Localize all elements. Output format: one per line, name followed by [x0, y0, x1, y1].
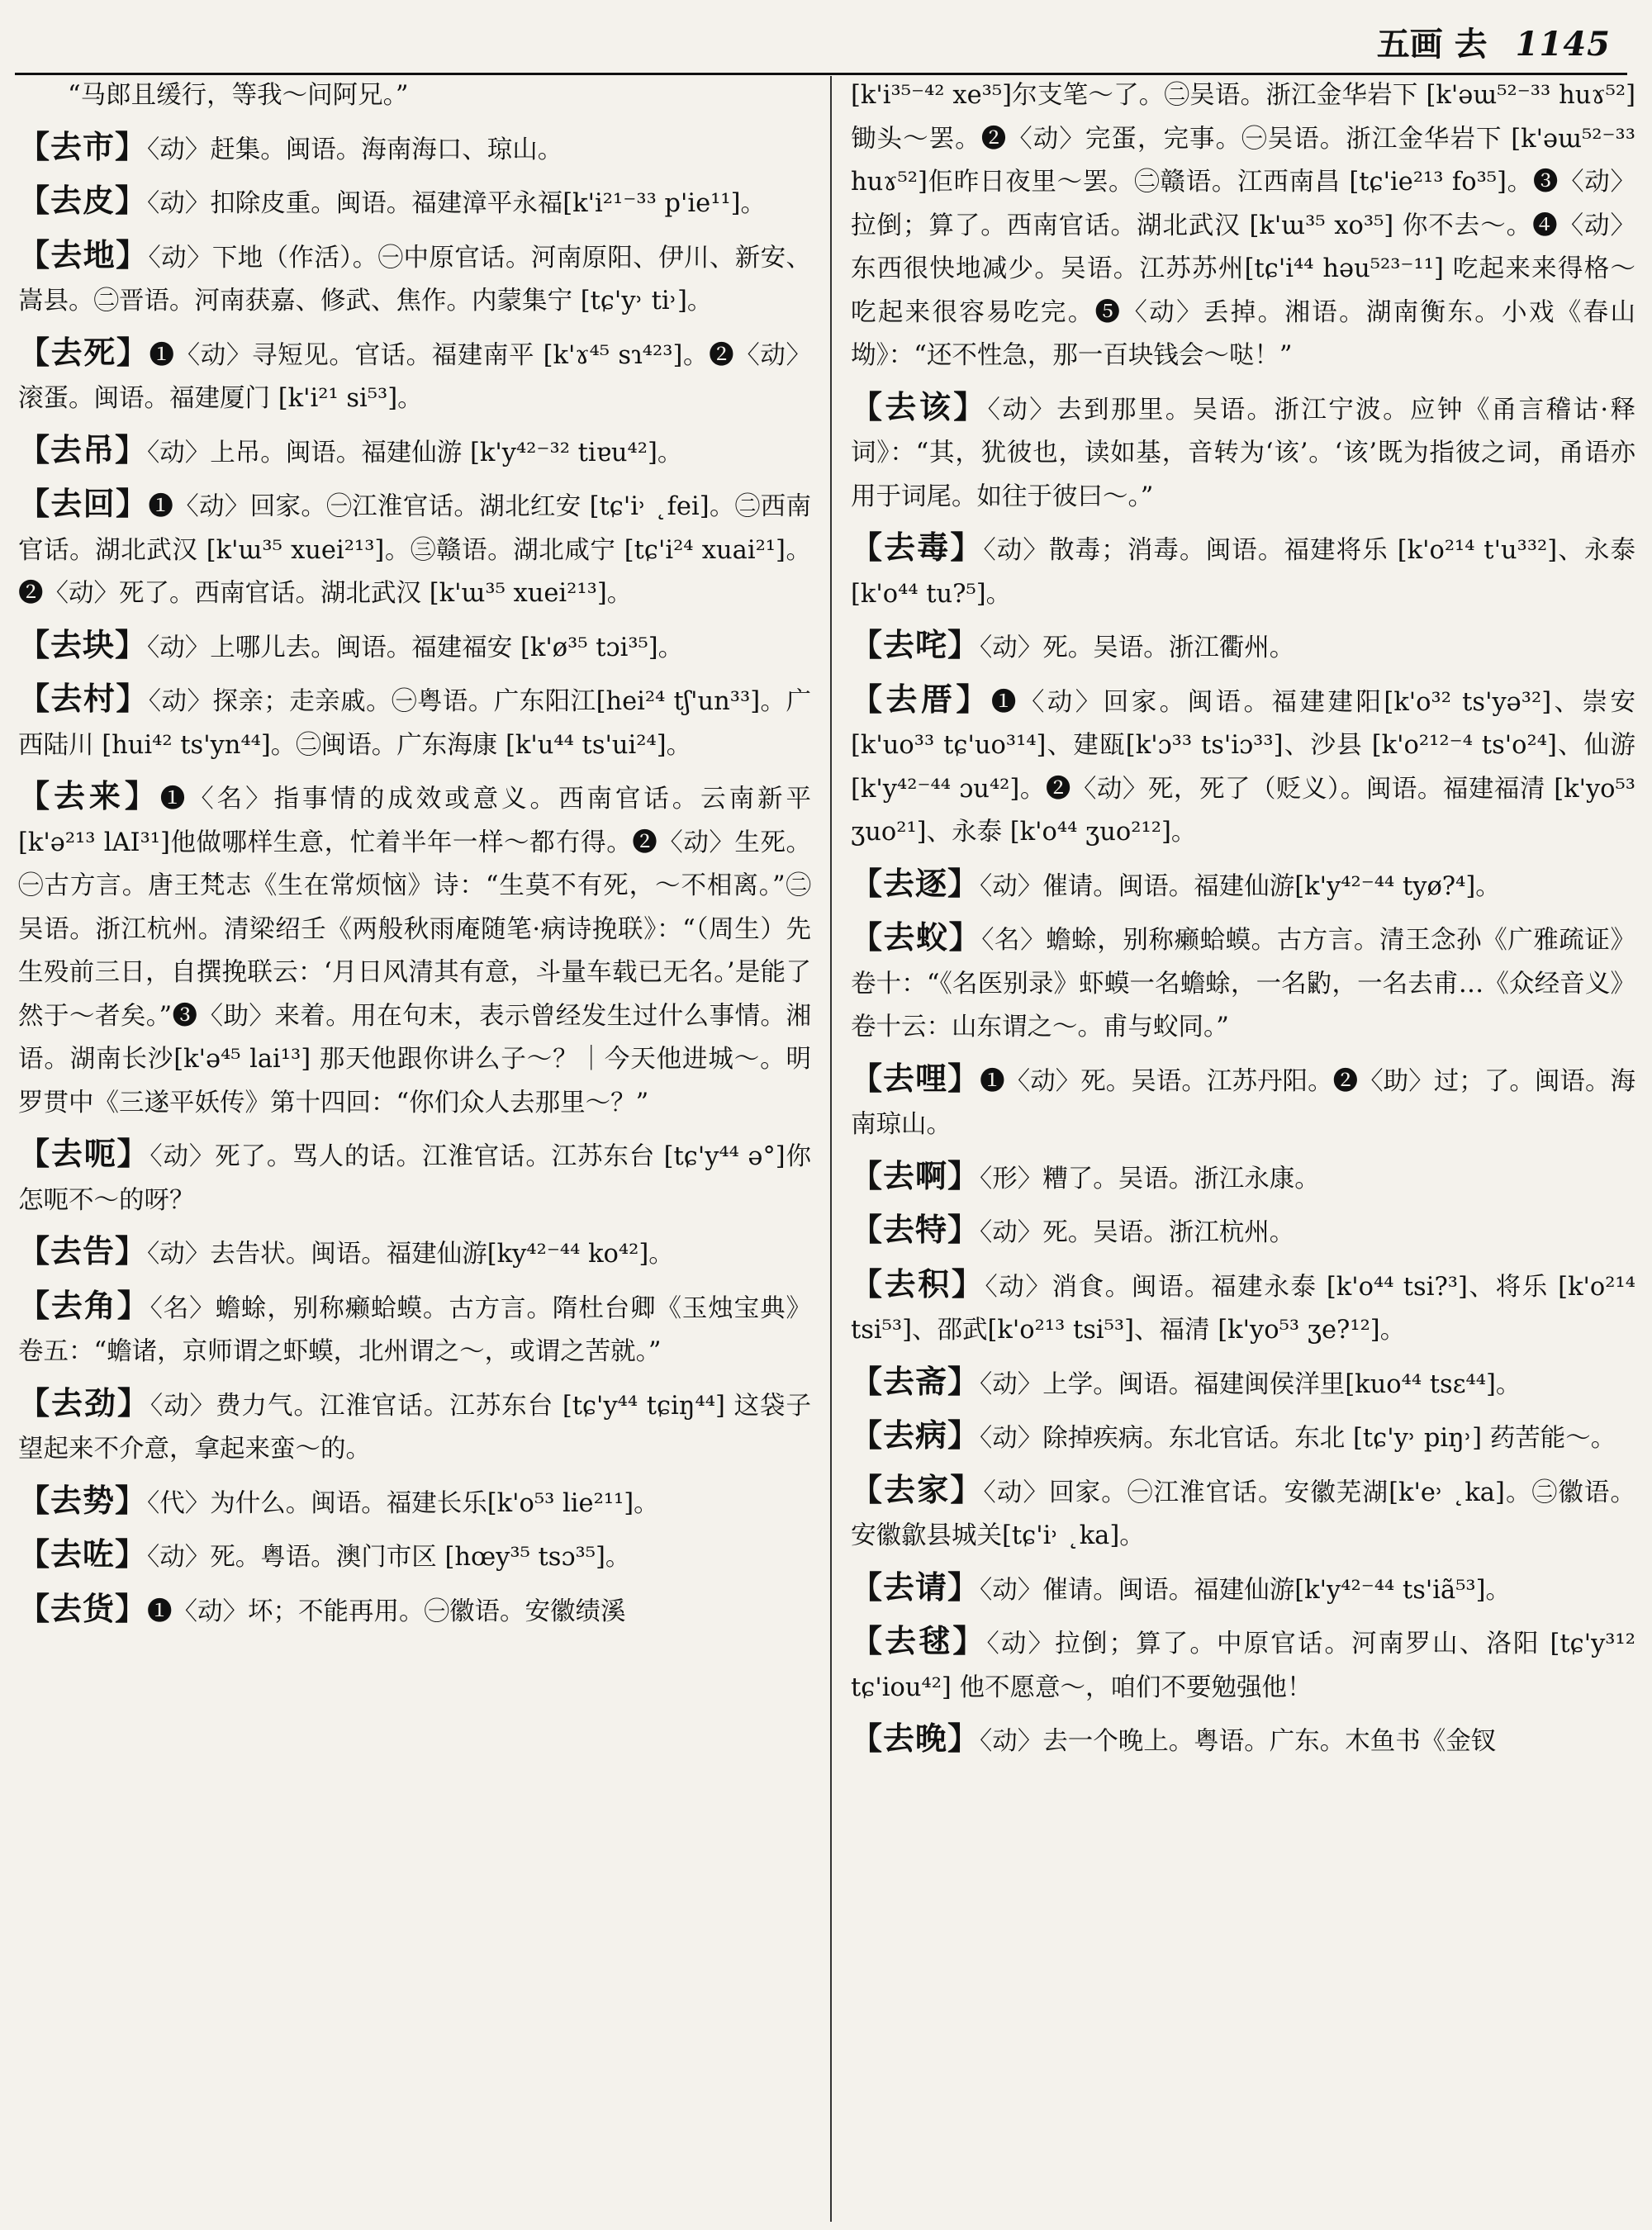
entry-definition: ❶〈名〉指事情的成效或意义。西南官话。云南新平 [k'ə²¹³ lAI³¹]他做哪样生意，忙着半年一样～都冇得。❷〈动〉生死。㊀古方言。唐王梵志《生在常烦恼》诗：“生莫不有死，～不相离。”㊁吴语。浙江杭州。清梁绍壬《两般秋雨庵随笔·病诗挽联》：“（周生）先生殁前三日，自撰挽联云：‘月日风清其有意，斗量车载已无名。’是能了然于～者矣。”❸〈助〉来着。用在句末，表示曾经发生过什么事情。湘语。湖南长沙[k'ə⁴⁵ lai¹³] 那天他跟你讲么子～？｜今天他进城～。明罗贯中《三遂平妖传》第十四回：“你们众人去那里～？”: [18, 785, 811, 1117]
entry-headword: 【去皮】: [18, 182, 148, 219]
dictionary-entry: [18, 1132, 811, 1222]
entry-definition: 〈代〉为什么。闽语。福建长乐[k'o⁵³ lie²¹¹]。: [147, 1488, 659, 1518]
entry-definition: 〈动〉上哪儿去。闽语。福建福安 [k'ø³⁵ tɔi³⁵]。: [147, 633, 684, 662]
entry-definition: ❶〈动〉坏；不能再用。㊀徽语。安徽绩溪: [147, 1597, 626, 1626]
entry-definition: ❶〈动〉寻短见。官话。福建南平 [k'ɤ⁴⁵ sɿ⁴²³]。❷〈动〉滚蛋。闽语。福建厦门 [k'i²¹ si⁵³]。: [18, 340, 811, 413]
entry-headword: 【去货】: [18, 1589, 148, 1627]
entry-definition: 〈动〉死。吴语。浙江衢州。: [980, 633, 1295, 662]
entry-definition: 〈动〉去一个晚上。粤语。广东。木鱼书《金钗: [980, 1727, 1497, 1756]
entry-headword: 【去病】: [851, 1416, 980, 1454]
dictionary-entry: [851, 1155, 1635, 1202]
entry-headword: 【去蚥】: [851, 918, 982, 956]
entry-headword: 【去呃】: [18, 1135, 150, 1172]
entry-headword: 【去吊】: [18, 430, 148, 468]
entry-definition: 〈动〉扣除皮重。闽语。福建漳平永福[k'i²¹⁻³³ p'ie¹¹]。: [147, 189, 767, 218]
entry-definition: 〈动〉赶集。闽语。海南海口、琼山。: [147, 135, 563, 164]
entry-definition: 〈名〉蟾蜍，别称癞蛤蟆。古方言。清王念孙《广雅疏证》卷十：“《名医别录》虾蟆一名蟾蜍，一名䶂，一名去甫…《众经音义》卷十云：山东谓之～。甫与蚥同。”: [851, 926, 1635, 1041]
right-column: [851, 74, 1635, 1772]
entry-headword: 【去特】: [851, 1211, 980, 1248]
entry-headword: 【去哩】: [851, 1059, 980, 1097]
dictionary-entry: [18, 1284, 811, 1374]
entry-headword: 【去毒】: [851, 529, 984, 566]
entry-headword: 【去来】: [18, 777, 160, 814]
entry-definition: 〈动〉拉倒；算了。中原官话。河南罗山、洛阳 [tɕ'y³¹² tɕ'iou⁴²] 他不愿意～，咱们不要勉强他！: [851, 1630, 1635, 1702]
dictionary-entry: [851, 1717, 1635, 1764]
entry-headword: 【去块】: [18, 625, 148, 663]
entry-definition: 〈动〉散毒；消毒。闽语。福建将乐 [k'o²¹⁴ t'u³³²]、永泰 [k'o⁴⁴ tu?⁵]。: [851, 536, 1635, 609]
dictionary-entry: [18, 429, 811, 476]
entry-headword: 【去晚】: [851, 1720, 980, 1757]
entry-headword: 【去啊】: [851, 1156, 980, 1194]
dictionary-entry: [851, 916, 1635, 1050]
entry-headword: 【去斋】: [851, 1362, 980, 1400]
entry-headword: 【去市】: [18, 127, 148, 165]
entry-definition: 〈动〉死。吴语。浙江杭州。: [980, 1218, 1295, 1247]
entry-definition: 〈动〉去告状。闽语。福建仙游[ky⁴²⁻⁴⁴ ko⁴²]。: [147, 1240, 674, 1269]
entry-definition: 〈动〉探亲；走亲戚。㊀粤语。广东阳江[hei²⁴ tʃ'un³³]。广西陆川 [hui⁴² ts'yn⁴⁴]。㊁闽语。广东海康 [k'u⁴⁴ ts'ui²⁴]。: [18, 687, 811, 760]
dictionary-entry: [18, 1479, 811, 1526]
dictionary-entry: [18, 1382, 811, 1472]
dictionary-entry: [851, 624, 1635, 671]
entry-headword: 【去回】: [18, 485, 149, 522]
entry-headword: 【去告】: [18, 1232, 148, 1269]
dictionary-entry: [851, 678, 1635, 855]
entry-definition: ❶〈动〉死。吴语。江苏丹阳。❷〈助〉过；了。闽语。海南琼山。: [851, 1066, 1635, 1139]
dictionary-entry: [18, 331, 811, 421]
entry-definition: 〈动〉催请。闽语。福建仙游[k'y⁴²⁻⁴⁴ ts'iã⁵³]。: [980, 1575, 1512, 1605]
entry-definition: 〈名〉蟾蜍，别称癞蛤蟆。古方言。隋杜台卿《玉烛宝典》卷五：“蟾诸，京师谓之虾蟆，北州谓之～，或谓之苦就。”: [18, 1293, 811, 1366]
entry-headword: 【去厝】: [851, 680, 991, 718]
dictionary-entry: [851, 1208, 1635, 1255]
entry-headword: 【去积】: [851, 1264, 985, 1302]
dictionary-entry: [18, 1533, 811, 1580]
dictionary-entry: [18, 775, 811, 1125]
entry-headword: 【去咗】: [18, 1535, 148, 1573]
dictionary-entry: [18, 126, 811, 173]
continuation-text: “马郎且缓行，等我～问阿兄。”: [68, 81, 409, 110]
page-header: [1377, 18, 1611, 65]
dictionary-entry: [851, 386, 1635, 520]
entry-headword: 【去该】: [851, 387, 988, 425]
dictionary-entry: [851, 862, 1635, 909]
entry-definition: 〈动〉死了。骂人的话。江淮官话。江苏东台 [tɕ'y⁴⁴ ə°]你怎呃不～的呀？: [18, 1142, 811, 1215]
entry-definition: 〈动〉上吊。闽语。福建仙游 [k'y⁴²⁻³² tiɐu⁴²]。: [147, 438, 683, 467]
dictionary-entry: [851, 1057, 1635, 1147]
page-number: 1145: [1515, 25, 1611, 64]
entry-headword: 【去角】: [18, 1286, 150, 1324]
entry-headword: 【去家】: [851, 1470, 984, 1508]
entry-definition: 〈动〉回家。㊀江淮官话。安徽芜湖[k'e˒ ˛ka]。㊁徽语。安徽歙县城关[tɕ'i˒ ˛ka]。: [851, 1478, 1635, 1550]
dictionary-entry: [851, 1414, 1635, 1461]
dictionary-entry: [18, 677, 811, 767]
entry-headword: 【去地】: [18, 235, 149, 273]
entry-definition: 〈形〉糟了。吴语。浙江永康。: [980, 1164, 1320, 1193]
dictionary-entry: [18, 1230, 811, 1277]
dictionary-entry: [851, 1620, 1635, 1710]
entry-headword: 【去村】: [18, 680, 149, 717]
entry-definition: 〈动〉下地（作活）。㊀中原官话。河南原阳、伊川、新安、嵩县。㊁晋语。河南获嘉、修武、焦作。内蒙集宁 [tɕ'y˒ ti˒]。: [18, 243, 811, 316]
dictionary-entry: [851, 1566, 1635, 1613]
dictionary-entry: [851, 1263, 1635, 1353]
entry-definition: 〈动〉上学。闽语。福建闽侯洋里[kuo⁴⁴ tsɛ⁴⁴]。: [980, 1369, 1521, 1399]
dictionary-entry: [18, 482, 811, 616]
entry-definition: 〈动〉死。粤语。澳门市区 [hœy³⁵ tsɔ³⁵]。: [147, 1543, 631, 1572]
entry-definition: ❶〈动〉回家。闽语。福建建阳[k'o³² ts'yə³²]、崇安 [k'uo³³ tɕ'uo³¹⁴]、建瓯[k'ɔ³³ ts'iɔ³³]、沙县 [k'o²¹²⁻⁴ ts'o²⁴]、仙游[k'y⁴²⁻⁴⁴ ɔu⁴²]。❷〈动〉死，死了（贬义）。闽语。福建福清 [k'yo⁵³ ʒuo²¹]、永泰 [k'o⁴⁴ ʒuo²¹²]。: [851, 687, 1635, 847]
entry-definition: 〈动〉去到那里。吴语。浙江宁波。应钟《甬言稽诂·释词》：“其，犹彼也，读如基，音转为‘该’。‘该’既为指彼之词，甬语亦用于词尾。如往于彼曰～。”: [851, 395, 1635, 511]
dictionary-entry: [851, 526, 1635, 616]
entry-definition: 〈动〉除掉疾病。东北官话。东北 [tɕ'y˒ piŋ˒] 药苦能～。: [980, 1424, 1616, 1453]
continuation-text: [k'i³⁵⁻⁴² xe³⁵]尔支笔～了。㊁吴语。浙江金华岩下 [k'əɯ⁵²⁻³³ huɤ⁵²]锄头～罢。❷〈动〉完蛋，完事。㊀吴语。浙江金华岩下 [k'əɯ⁵²⁻³³ huɤ⁵²]佢昨日夜里～罢。㊁赣语。江西南昌 [tɕ'ie²¹³ fo³⁵]。❸〈动〉拉倒；算了。西南官话。湖北武汉 [k'ɯ³⁵ xo³⁵] 你不去～。❹〈动〉东西很快地减少。吴语。江苏苏州[tɕ'i⁴⁴ həu⁵²³⁻¹¹] 吃起来来得格～吃起来很容易吃完。❺〈动〉丢掉。湘语。湖南衡东。小戏《春山坳》：“还不性急，那一百块钱会～哒！”: [851, 81, 1635, 370]
section-heading: 五画 去: [1376, 25, 1488, 64]
dictionary-entry: [18, 234, 811, 324]
dictionary-entry: [851, 1468, 1635, 1559]
entry-headword: 【去毬】: [851, 1622, 987, 1659]
entry-headword: 【去劲】: [18, 1383, 150, 1421]
entry-headword: 【去死】: [18, 333, 150, 371]
entry-definition: 〈动〉消食。闽语。福建永泰 [k'o⁴⁴ tsi?³]、将乐 [k'o²¹⁴ tsi⁵³]、邵武[k'o²¹³ tsi⁵³]、福清 [k'yo⁵³ ʒe?¹²]。: [851, 1272, 1635, 1345]
dictionary-entry: [851, 1360, 1635, 1407]
entry-headword: 【去咤】: [851, 626, 980, 663]
entry-definition: ❶〈动〉回家。㊀江淮官话。湖北红安 [tɕ'i˒ ˛fei]。㊁西南官话。湖北武汉 [k'ɯ³⁵ xuei²¹³]。㊂赣语。湖北咸宁 [tɕ'i²⁴ xuai²¹]。❷〈动〉死了。西南官话。湖北武汉 [k'ɯ³⁵ xuei²¹³]。: [18, 492, 811, 608]
column-divider: [830, 76, 832, 2222]
entry-headword: 【去逐】: [851, 864, 980, 902]
left-column: [18, 74, 811, 1641]
dictionary-entry: [18, 624, 811, 671]
dictionary-entry: [18, 179, 811, 226]
entry-headword: 【去请】: [851, 1568, 980, 1606]
dictionary-entry: [18, 1587, 811, 1635]
entry-definition: 〈动〉催请。闽语。福建仙游[k'y⁴²⁻⁴⁴ tyø?⁴]。: [980, 871, 1501, 901]
entry-headword: 【去势】: [18, 1481, 148, 1519]
entry-definition: 〈动〉费力气。江淮官话。江苏东台 [tɕ'y⁴⁴ tɕiŋ⁴⁴] 这袋子望起来不介意，拿起来蛮～的。: [18, 1391, 811, 1464]
